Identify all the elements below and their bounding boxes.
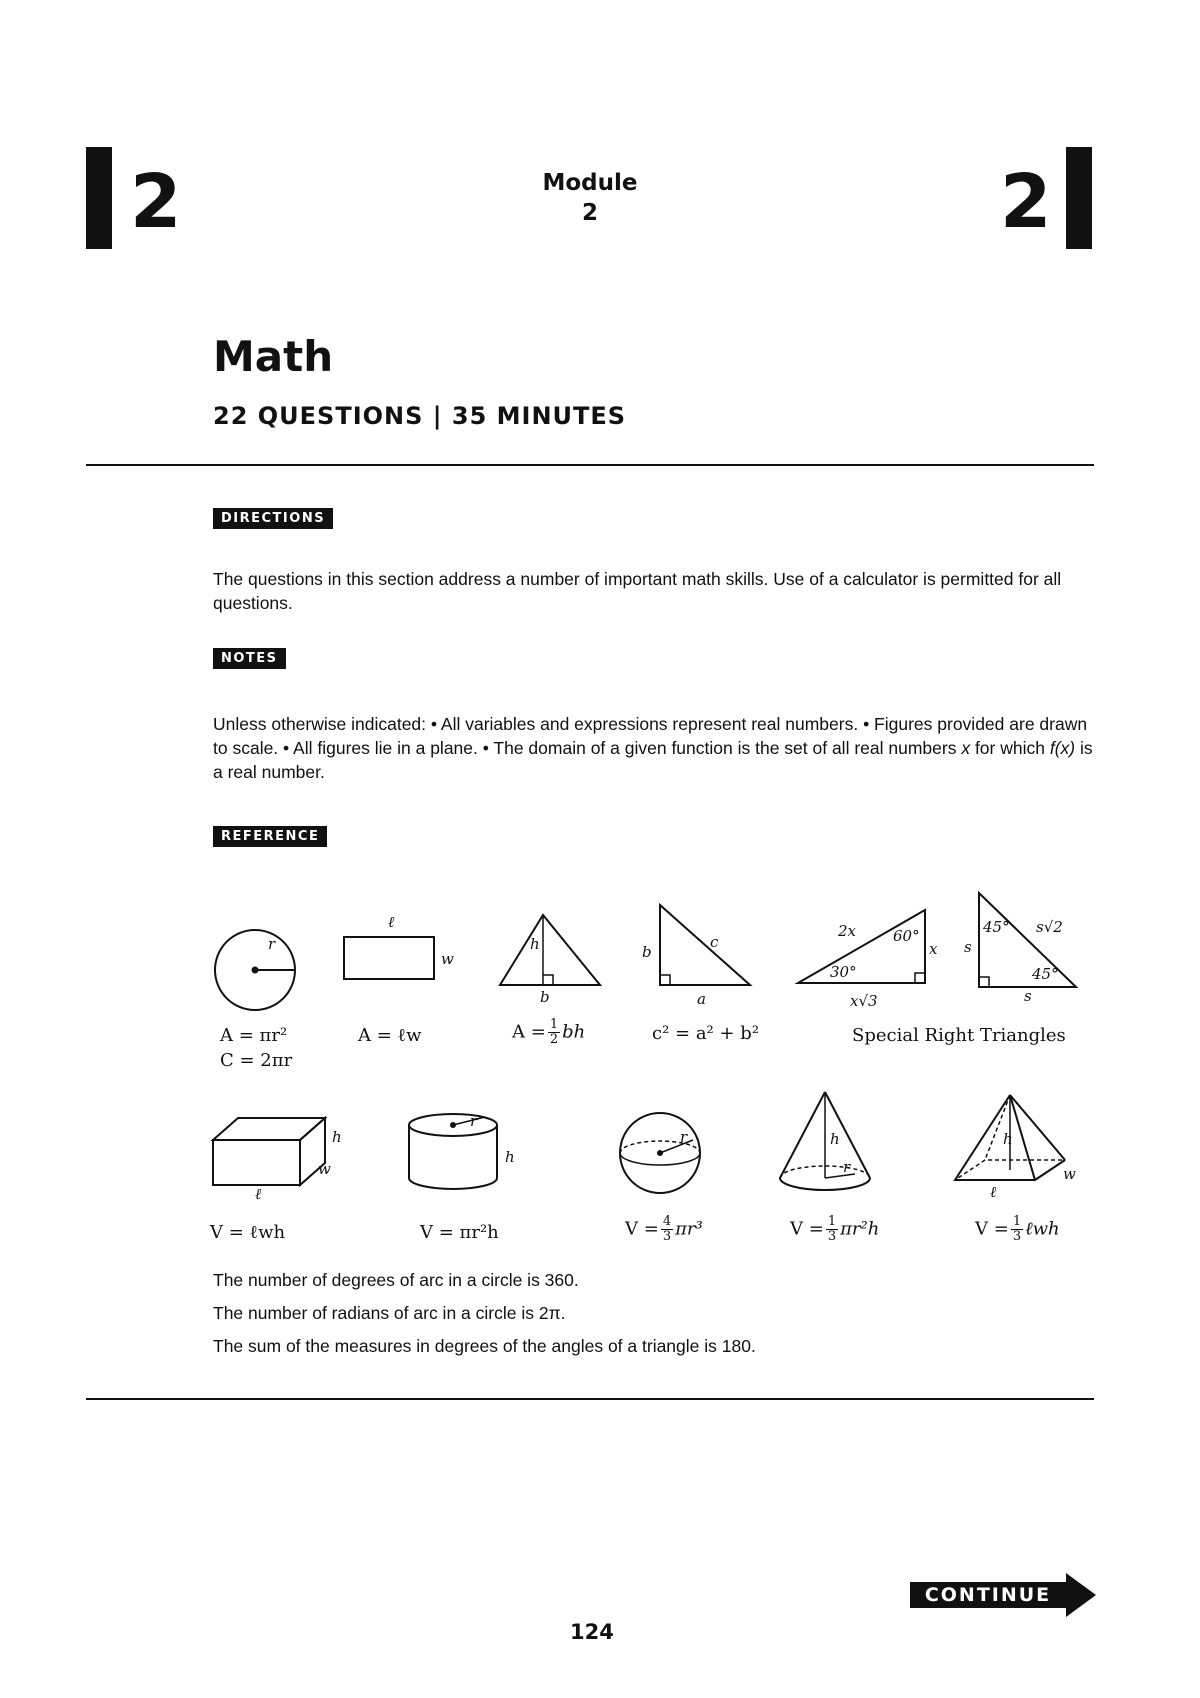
fact-radians: The number of radians of arc in a circle is 2π.: [213, 1303, 566, 1323]
cylinder-label-r: r: [470, 1112, 478, 1130]
page-number: 124: [570, 1620, 614, 1644]
cylinder-bottom: [409, 1178, 497, 1189]
sphere-volume-fraction: [661, 1215, 673, 1244]
cone-volume-prefix: V =: [790, 1218, 824, 1240]
box-front: [213, 1140, 300, 1185]
special-45-45-90-figure: [976, 890, 1081, 990]
right-triangle-label-a: a: [697, 990, 706, 1008]
pyramid-edge-right: [1010, 1095, 1065, 1160]
rectangle-figure: [340, 933, 440, 983]
cone-frac-num: 1: [827, 1214, 837, 1229]
notes-var-x: x: [961, 738, 971, 758]
page-subtitle: 22 QUESTIONS | 35 MINUTES: [213, 402, 627, 430]
pyramid-label-h: h: [1003, 1130, 1013, 1148]
directions-text: The questions in this section address a number of important math skills. Use of a calculator is permitted for all questions.: [213, 569, 1062, 613]
fact-degrees: The number of degrees of arc in a circle is 360.: [213, 1270, 579, 1290]
cylinder-label-h: h: [505, 1148, 515, 1166]
triangle-area-suffix: bh: [562, 1021, 586, 1043]
box-volume-formula: V = ℓwh: [210, 1222, 286, 1243]
continue-label: CONTINUE: [924, 1584, 1052, 1606]
notes-var-fx: f(x): [1049, 738, 1076, 758]
triangle-45-45-90-right-angle: [979, 977, 989, 987]
cone-volume-formula: [790, 1215, 879, 1244]
special-30-60-90-figure: [795, 905, 938, 985]
cone-label-h: h: [830, 1130, 840, 1148]
pyramid-label-l: ℓ: [990, 1183, 997, 1201]
triangle-45-45-90-shape: [979, 893, 1076, 987]
module-label: Module: [542, 170, 638, 196]
pyramid-frac-den: 3: [1012, 1229, 1022, 1244]
special-45-leg-bottom: s: [1024, 987, 1032, 1005]
special-triangles-caption: Special Right Triangles: [852, 1025, 1066, 1046]
triangle-frac-num: 1: [549, 1017, 559, 1032]
reference-tag: REFERENCE: [213, 826, 327, 847]
cone-label-r: r: [843, 1158, 851, 1176]
right-triangle-right-angle: [660, 975, 670, 985]
section-number-left: 2: [130, 159, 182, 245]
special-30-60-leg-short: x: [929, 940, 938, 958]
triangle-30-60-90-right-angle: [915, 973, 925, 983]
section-number-right: 2: [1000, 159, 1052, 245]
continue-button[interactable]: [910, 1573, 1096, 1617]
special-30-60-angle-bottom: 30°: [830, 963, 857, 981]
circle-circumference-formula: C = 2πr: [220, 1050, 293, 1071]
sphere-frac-den: 3: [662, 1229, 672, 1244]
sphere-label-r: r: [680, 1128, 688, 1146]
sphere-volume-suffix: πr³: [675, 1218, 703, 1240]
cylinder-volume-formula: V = πr²h: [420, 1222, 499, 1243]
sphere-figure: [615, 1108, 705, 1198]
triangle-label-b: b: [540, 988, 550, 1006]
cylinder-radius: [453, 1117, 485, 1125]
circle-figure: [210, 925, 300, 1015]
box-figure: [210, 1110, 340, 1190]
triangle-area-formula: [512, 1018, 585, 1047]
left-section-bar: [86, 147, 112, 249]
module-indicator: [540, 168, 640, 228]
box-label-l: ℓ: [255, 1185, 262, 1203]
notes-text-mid: for which: [970, 738, 1050, 758]
pythagorean-formula: c² = a² + b²: [652, 1023, 760, 1044]
module-number: 2: [581, 200, 598, 226]
directions-tag: DIRECTIONS: [213, 508, 333, 529]
rectangle-label-l: ℓ: [388, 913, 395, 931]
pyramid-edge-front: [1010, 1095, 1035, 1180]
cone-radius: [825, 1174, 855, 1178]
cone-left-side: [780, 1092, 825, 1178]
reference-facts: [213, 1264, 1093, 1363]
box-label-h: h: [332, 1128, 342, 1146]
triangle-frac-den: 2: [549, 1032, 559, 1047]
pyramid-edge-left: [955, 1095, 1010, 1180]
right-triangle-label-c: c: [710, 933, 719, 951]
cylinder-figure: [405, 1110, 510, 1195]
cone-figure: [775, 1088, 875, 1200]
right-section-bar: [1066, 147, 1092, 249]
special-45-hyp: s√2: [1036, 918, 1063, 936]
special-45-leg-left: s: [964, 938, 972, 956]
page-title: Math: [213, 332, 334, 381]
cone-base-front: [780, 1178, 870, 1190]
notes-tag: NOTES: [213, 648, 286, 669]
sphere-volume-prefix: V =: [625, 1218, 659, 1240]
special-30-60-leg-long: x√3: [850, 992, 878, 1010]
notes-text: [213, 712, 1093, 784]
bottom-divider: [86, 1398, 1094, 1400]
pyramid-frac-num: 1: [1012, 1214, 1022, 1229]
rectangle-shape: [344, 937, 434, 979]
pyramid-label-w: w: [1063, 1165, 1076, 1183]
cone-volume-suffix: πr²h: [840, 1218, 880, 1240]
special-45-angle-top: 45°: [983, 918, 1010, 936]
pyramid-base-right: [1035, 1160, 1065, 1180]
triangle-figure: [495, 910, 605, 990]
sphere-volume-formula: [625, 1215, 703, 1244]
rectangle-label-w: w: [441, 950, 454, 968]
triangle-30-60-90-shape: [798, 910, 925, 983]
notes-text-pre: Unless otherwise indicated: • All variables and expressions represent real numbers. • Figures provided are drawn to scale. • All figures lie in a plane. • The domain of a given function is the set of all real numbers: [213, 714, 1088, 758]
circle-area-formula: A = πr²: [220, 1025, 288, 1046]
pyramid-volume-prefix: V =: [975, 1218, 1009, 1240]
pyramid-volume-fraction: [1011, 1215, 1023, 1244]
triangle-label-h: h: [530, 935, 540, 953]
pyramid-volume-formula: [975, 1215, 1060, 1244]
fact-triangle-angles: The sum of the measures in degrees of the angles of a triangle is 180.: [213, 1336, 756, 1356]
special-30-60-angle-top: 60°: [893, 927, 920, 945]
box-top: [213, 1118, 325, 1140]
top-divider: [86, 464, 1094, 466]
special-30-60-hyp: 2x: [838, 922, 857, 940]
circle-label-r: r: [268, 935, 276, 953]
triangle-right-angle: [543, 975, 553, 985]
special-45-angle-bottom: 45°: [1032, 965, 1059, 983]
pyramid-volume-suffix: ℓwh: [1025, 1218, 1060, 1240]
triangle-area-fraction: [548, 1018, 560, 1047]
right-triangle-shape: [660, 905, 750, 985]
rectangle-area-formula: A = ℓw: [358, 1025, 422, 1046]
box-label-w: w: [318, 1160, 331, 1178]
cone-frac-den: 3: [827, 1229, 837, 1244]
right-triangle-label-b: b: [642, 943, 652, 961]
triangle-area-prefix: A =: [512, 1021, 546, 1043]
notes-text-post: is a real number.: [213, 738, 1093, 782]
sphere-radius: [660, 1140, 693, 1153]
cone-volume-fraction: [826, 1215, 838, 1244]
right-triangle-figure: [655, 900, 755, 990]
sphere-frac-num: 4: [662, 1214, 672, 1229]
